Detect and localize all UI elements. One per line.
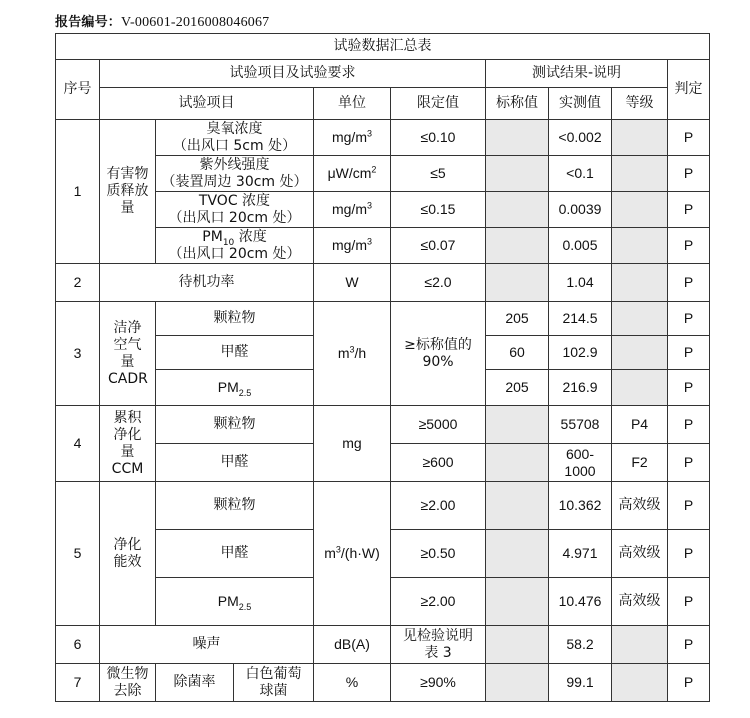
row-category: 微生物去除 (100, 664, 156, 702)
item-limit: ≥90% (391, 664, 486, 702)
item-measured: 0.005 (549, 228, 612, 264)
item-limit: ≤0.07 (391, 228, 486, 264)
item-grade: 高效级 (612, 482, 668, 530)
row-seq: 6 (56, 626, 100, 664)
table-row (56, 120, 710, 156)
header-nominal: 标称值 (486, 88, 549, 120)
unit-suffix: /h (354, 345, 367, 361)
item-grade (612, 120, 668, 156)
item-nominal (486, 156, 549, 192)
unit-base: mg/m (331, 201, 367, 217)
item-grade: P4 (612, 406, 668, 444)
item-grade: 高效级 (612, 578, 668, 626)
row-category: 累积净化量 CCM (100, 406, 156, 482)
item-name: 甲醛 (156, 444, 314, 482)
item-name-line2: （装置周边 30cm 处） (161, 173, 308, 190)
item-grade (612, 228, 668, 264)
item-unit (314, 228, 391, 264)
item-nominal (486, 626, 549, 664)
item-verdict: P (668, 626, 710, 664)
item-nominal: 60 (486, 336, 549, 370)
item-verdict: P (668, 444, 710, 482)
unit-suffix: /(h·W) (340, 545, 380, 561)
table-row (56, 302, 710, 336)
unit-base: μW/cm (327, 165, 372, 181)
item-verdict: P (668, 370, 710, 406)
header-limit: 限定值 (391, 88, 486, 120)
item-unit: % (314, 664, 391, 702)
item-nominal (486, 578, 549, 626)
item-grade (612, 336, 668, 370)
item-verdict: P (668, 482, 710, 530)
item-measured: 1.04 (549, 264, 612, 302)
header-unit: 单位 (314, 88, 391, 120)
item-name-prefix: PM (202, 228, 223, 245)
item-verdict: P (668, 228, 710, 264)
item-name-line1: 臭氧浓度 (206, 120, 263, 137)
item-verdict: P (668, 302, 710, 336)
item-measured: 216.9 (549, 370, 612, 406)
item-verdict: P (668, 664, 710, 702)
item-verdict: P (668, 336, 710, 370)
item-grade: 高效级 (612, 530, 668, 578)
unit-superscript: 2 (371, 164, 377, 175)
item-grade: F2 (612, 444, 668, 482)
unit-superscript: 3 (366, 236, 372, 247)
item-grade (612, 156, 668, 192)
item-verdict: P (668, 578, 710, 626)
row-seq: 3 (56, 302, 100, 406)
table-row (56, 626, 710, 664)
item-nominal (486, 192, 549, 228)
item-name: 颗粒物 (156, 406, 314, 444)
item-name: 颗粒物 (156, 482, 314, 530)
table-title: 试验数据汇总表 (56, 34, 710, 60)
item-name: 甲醛 (156, 336, 314, 370)
unit-superscript: 3 (349, 344, 355, 355)
report-number-label: 报告编号： (55, 15, 122, 30)
item-name (156, 370, 314, 406)
item-grade (612, 664, 668, 702)
item-grade (612, 264, 668, 302)
item-name (156, 192, 314, 228)
item-unit (314, 156, 391, 192)
row-seq: 5 (56, 482, 100, 626)
item-nominal (486, 228, 549, 264)
item-measured: 10.476 (549, 578, 612, 626)
table-row (56, 264, 710, 302)
header-test-item: 试验项目 (100, 88, 314, 120)
item-name-prefix: PM (217, 593, 239, 609)
row-seq: 7 (56, 664, 100, 702)
header-results-description: 测试结果-说明 (486, 60, 668, 88)
item-verdict: P (668, 156, 710, 192)
item-limit: ≥2.00 (391, 578, 486, 626)
item-name (156, 120, 314, 156)
item-measured: 0.0039 (549, 192, 612, 228)
item-name (156, 228, 314, 264)
item-grade (612, 192, 668, 228)
header-verdict: 判定 (668, 60, 710, 120)
unit-base: m (337, 345, 350, 361)
item-name-subscript: 2.5 (238, 387, 252, 398)
item-measured: 600-1000 (549, 444, 612, 482)
item-limit: ≤0.15 (391, 192, 486, 228)
item-name-line2: （出风口 5cm 处） (172, 137, 297, 154)
item-nominal (486, 444, 549, 482)
item-limit: ≥2.00 (391, 482, 486, 530)
item-name: 待机功率 (100, 264, 314, 302)
item-measured: 99.1 (549, 664, 612, 702)
item-name-line1: 紫外线强度 (199, 156, 270, 173)
row-seq: 2 (56, 264, 100, 302)
item-name-subscript: 2.5 (238, 601, 252, 612)
unit-superscript: 3 (366, 128, 372, 139)
row-category: 有害物质释放量 (100, 120, 156, 264)
row-seq: 1 (56, 120, 100, 264)
item-nominal: 205 (486, 302, 549, 336)
item-verdict: P (668, 406, 710, 444)
item-name: 噪声 (100, 626, 314, 664)
item-measured: <0.1 (549, 156, 612, 192)
item-name-line1: TVOC 浓度 (198, 192, 271, 209)
item-limit: ≥0.50 (391, 530, 486, 578)
item-name (156, 578, 314, 626)
item-nominal (486, 406, 549, 444)
unit-superscript: 3 (366, 200, 372, 211)
item-verdict: P (668, 264, 710, 302)
item-name-prefix: PM (217, 379, 239, 395)
header-seq: 序号 (56, 60, 100, 120)
item-unit: W (314, 264, 391, 302)
row-category: 洁净空气量 CADR (100, 302, 156, 406)
item-grade (612, 302, 668, 336)
item-nominal (486, 264, 549, 302)
item-name-suffix: 浓度 (234, 228, 267, 245)
report-number-value: V-00601-2016008046067 (121, 15, 270, 30)
item-nominal (486, 530, 549, 578)
item-measured: <0.002 (549, 120, 612, 156)
item-verdict: P (668, 530, 710, 578)
row-category: 净化能效 (100, 482, 156, 626)
header-grade: 等级 (612, 88, 668, 120)
item-nominal: 205 (486, 370, 549, 406)
unit-base: mg/m (331, 237, 367, 253)
item-unit (314, 192, 391, 228)
item-unit: dB(A) (314, 626, 391, 664)
item-unit: mg (314, 406, 391, 482)
table-row (56, 406, 710, 444)
header-measured: 实测值 (549, 88, 612, 120)
item-name-line2: （出风口 20cm 处） (168, 209, 301, 226)
item-name-subscript: 10 (222, 237, 235, 248)
item-limit: 见检验说明表 3 (391, 626, 486, 664)
item-measured: 55708 (549, 406, 612, 444)
unit-superscript: 3 (335, 544, 341, 555)
item-measured: 58.2 (549, 626, 612, 664)
header-items-requirements: 试验项目及试验要求 (100, 60, 486, 88)
unit-base: mg/m (331, 129, 367, 145)
item-name: 除菌率 (156, 664, 234, 702)
item-measured: 10.362 (549, 482, 612, 530)
item-limit: ≥标称值的 90% (391, 302, 486, 406)
row-seq: 4 (56, 406, 100, 482)
item-name: 颗粒物 (156, 302, 314, 336)
item-measured: 102.9 (549, 336, 612, 370)
item-nominal (486, 120, 549, 156)
table-row (56, 482, 710, 530)
item-limit: ≤5 (391, 156, 486, 192)
unit-base: m (324, 545, 336, 561)
table-row (56, 664, 710, 702)
item-nominal (486, 482, 549, 530)
item-unit (314, 482, 391, 626)
report-number (55, 11, 269, 31)
test-data-summary-table (55, 33, 710, 702)
item-grade (612, 370, 668, 406)
item-name-line2: （出风口 20cm 处） (168, 245, 301, 262)
item-measured: 214.5 (549, 302, 612, 336)
item-name (156, 156, 314, 192)
item-grade (612, 626, 668, 664)
item-verdict: P (668, 192, 710, 228)
item-measured: 4.971 (549, 530, 612, 578)
item-unit (314, 120, 391, 156)
item-limit: ≤0.10 (391, 120, 486, 156)
item-subname: 白色葡萄球菌 (234, 664, 314, 702)
item-unit (314, 302, 391, 406)
item-verdict: P (668, 120, 710, 156)
item-limit: ≥5000 (391, 406, 486, 444)
item-nominal (486, 664, 549, 702)
item-name: 甲醛 (156, 530, 314, 578)
item-limit: ≥600 (391, 444, 486, 482)
item-limit: ≤2.0 (391, 264, 486, 302)
